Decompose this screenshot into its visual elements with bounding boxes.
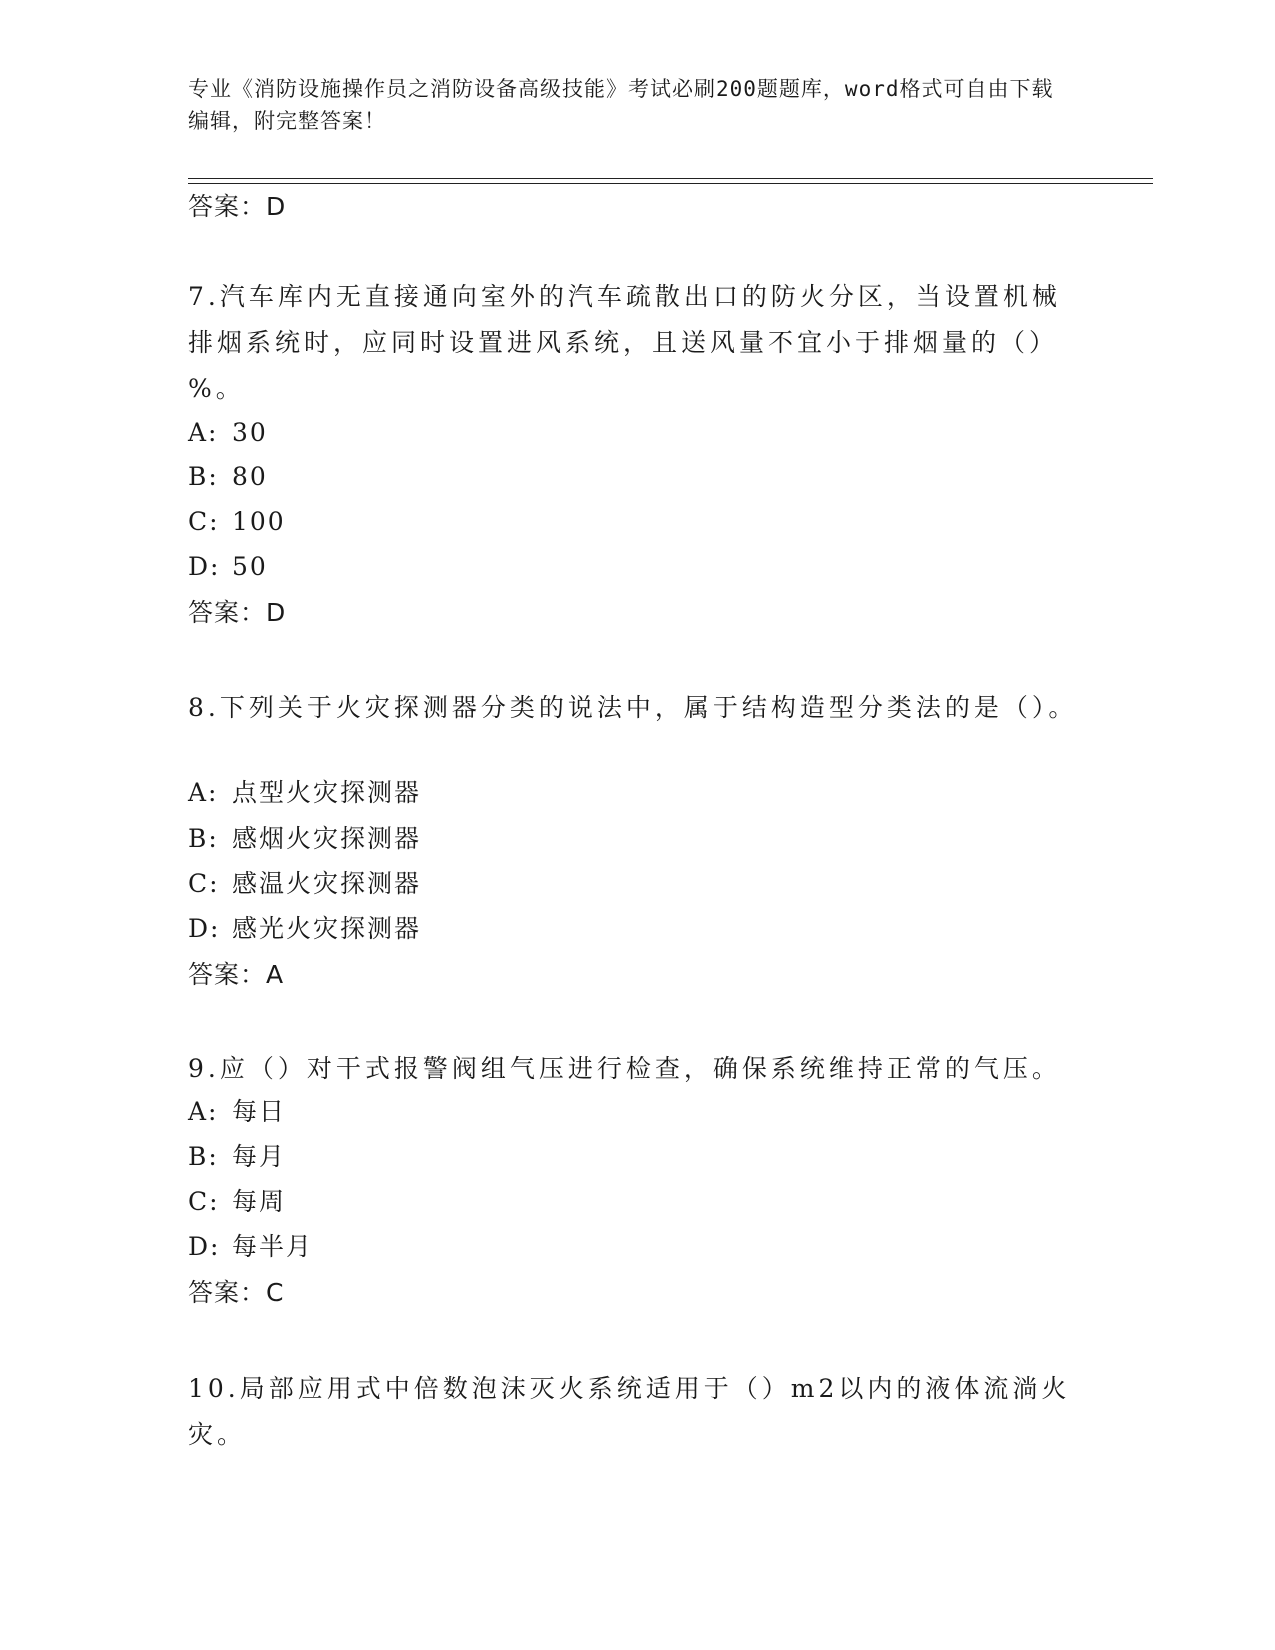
header-rule-bottom <box>188 183 1153 184</box>
option-value: 100 <box>232 507 286 536</box>
answer-q8: 答案：A <box>188 960 285 989</box>
question-10: 10.局部应用式中倍数泡沫灭火系统适用于（）m2以内的液体流淌火灾。 <box>188 1374 1071 1449</box>
question-8: 8.下列关于火灾探测器分类的说法中，属于结构造型分类法的是（）。 <box>188 693 1078 722</box>
q9-option-d <box>188 1230 313 1264</box>
option-label: B: <box>188 1142 219 1171</box>
option-label: B: <box>188 824 219 853</box>
q7-option-d <box>188 550 268 584</box>
option-value: 感温火灾探测器 <box>232 869 422 898</box>
option-label: D: <box>188 1232 221 1261</box>
option-value: 每半月 <box>232 1232 314 1261</box>
question-7: 7.汽车库内无直接通向室外的汽车疏散出口的防火分区，当设置机械排烟系统时，应同时设置进风系统，且送风量不宜小于排烟量的（）%。 <box>188 282 1061 403</box>
question-9: 9.应（）对干式报警阀组气压进行检查，确保系统维持正常的气压。 <box>188 1054 1061 1083</box>
option-value: 感光火灾探测器 <box>232 914 422 943</box>
option-value: 每月 <box>232 1142 287 1171</box>
header-rule-top <box>188 178 1153 179</box>
q8-option-c <box>188 867 421 901</box>
q7-option-c <box>188 505 286 539</box>
q9-option-a <box>188 1095 286 1129</box>
option-value: 点型火灾探测器 <box>232 778 422 807</box>
q9-option-c <box>188 1185 286 1219</box>
option-label: D: <box>188 552 221 581</box>
option-label: C: <box>188 1187 220 1216</box>
q8-option-a <box>188 776 421 810</box>
option-label: A: <box>188 1097 219 1126</box>
answer-q7: 答案：D <box>188 598 287 627</box>
q8-option-b <box>188 822 421 856</box>
option-label: D: <box>188 914 221 943</box>
q9-option-b <box>188 1140 286 1174</box>
option-label: C: <box>188 507 220 536</box>
q7-option-b <box>188 460 268 494</box>
option-label: C: <box>188 869 220 898</box>
q8-option-d <box>188 912 421 946</box>
option-value: 每周 <box>232 1187 287 1216</box>
option-label: A: <box>188 778 219 807</box>
q7-option-a <box>188 416 268 450</box>
document-header: 专业《消防设施操作员之消防设备高级技能》考试必刷200题题库，word格式可自由下载编辑，附完整答案！ <box>188 77 1054 133</box>
option-label: A: <box>188 418 219 447</box>
option-value: 80 <box>232 462 268 491</box>
option-value: 30 <box>232 418 268 447</box>
option-value: 每日 <box>232 1097 287 1126</box>
answer-q6: 答案：D <box>188 192 287 221</box>
option-label: B: <box>188 462 219 491</box>
option-value: 感烟火灾探测器 <box>232 824 422 853</box>
answer-q9: 答案：C <box>188 1278 285 1307</box>
option-value: 50 <box>232 552 268 581</box>
